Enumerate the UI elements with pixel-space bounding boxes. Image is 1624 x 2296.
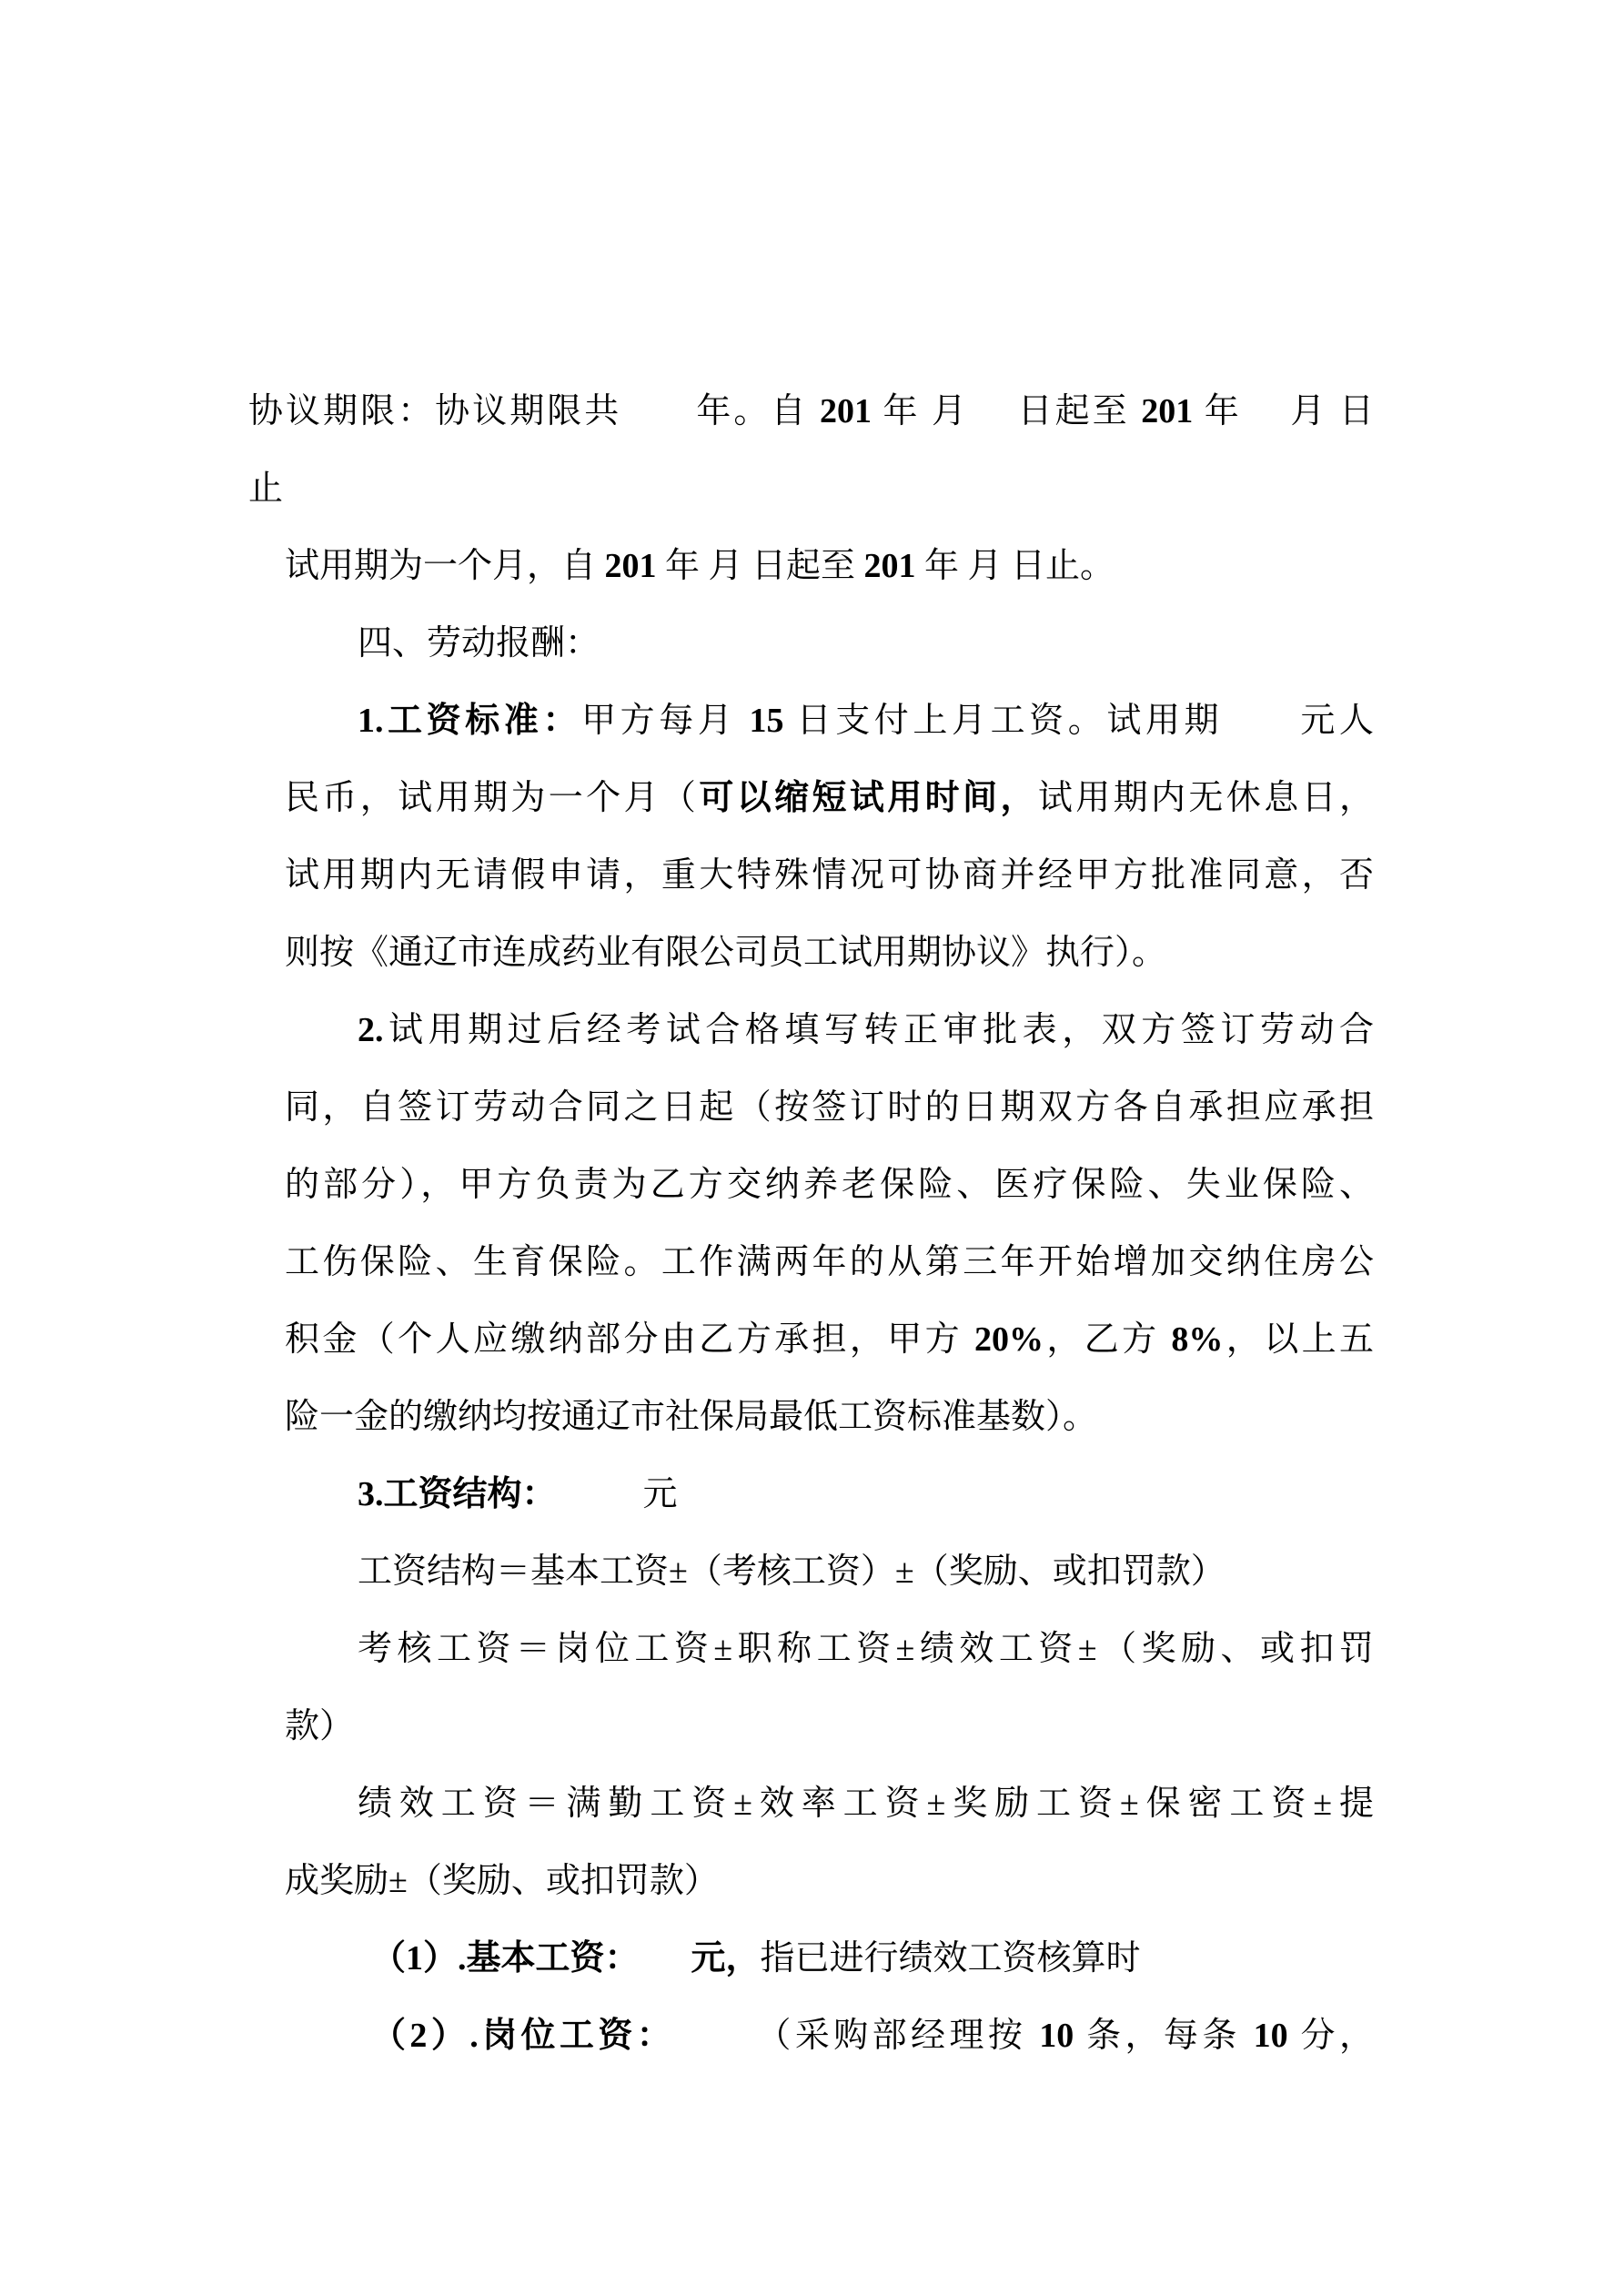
text-segment: （1）.基本工资： (371, 1939, 622, 1977)
text-segment: 月 日 (1278, 392, 1374, 430)
text-segment: 2. (358, 1011, 384, 1049)
text-line (285, 760, 1374, 837)
text-segment: 止 (248, 470, 284, 508)
text-segment: 年 (1193, 392, 1242, 430)
text-line (285, 1147, 1374, 1224)
text-segment: 的部分），甲方负责为乙方交纳养老保险、医疗保险、失业保险、 (285, 1166, 1374, 1204)
text-line (371, 1998, 1374, 2075)
text-segment: 10 (1253, 2017, 1288, 2055)
text-segment: （2）.岗位工资： (371, 2017, 659, 2055)
text-line (285, 1688, 1374, 1765)
text-segment: 年 月 日起至 (656, 547, 864, 585)
text-segment (1242, 392, 1279, 430)
text-line (285, 915, 1374, 992)
text-segment: 元人 (1300, 702, 1374, 740)
text-line (285, 837, 1374, 915)
text-segment (622, 1939, 691, 1977)
text-segment: 绩效工资＝满勤工资±效率工资±奖励工资±保密工资±提 (358, 1785, 1374, 1823)
text-segment: 10 (1039, 2017, 1074, 2055)
text-segment: 分， (1287, 2017, 1374, 2055)
text-line (248, 373, 1374, 450)
text-segment: 年 月 (871, 392, 970, 430)
text-segment: 甲方每月 (581, 702, 750, 740)
text-segment (1223, 702, 1300, 740)
text-segment: 年 月 日止。 (915, 547, 1115, 585)
text-segment (969, 392, 1006, 430)
text-line (285, 1301, 1374, 1379)
text-segment: 年。自 (696, 392, 820, 430)
text-segment: 条，每条 (1074, 2017, 1254, 2055)
text-segment: 同，自签订劳动合同之日起（按签订时的日期双方各自承担应承担 (285, 1088, 1374, 1127)
text-segment: 积金（个人应缴纳部分由乙方承担，甲方 (285, 1320, 974, 1359)
text-segment: 元， (691, 1939, 761, 1977)
text-line (285, 1069, 1374, 1147)
text-segment: 协议期限：协议期限共 (248, 392, 622, 430)
text-line (358, 1611, 1374, 1688)
text-segment: 四、劳动报酬： (358, 624, 600, 663)
text-segment: 201 (1141, 392, 1194, 430)
text-line (358, 605, 1374, 683)
text-segment: 8% (1171, 1320, 1224, 1359)
text-line (371, 1920, 1374, 1998)
text-segment (540, 1475, 643, 1513)
text-segment: 民币，试用期为一个月（ (285, 779, 700, 817)
text-segment (658, 2017, 773, 2055)
text-segment: 则按《通辽市连成药业有限公司员工试用期协议》执行）。 (285, 934, 1167, 972)
text-segment: 指已进行绩效工资核算时 (760, 1939, 1141, 1977)
text-segment: 3.工资结构： (358, 1475, 540, 1513)
text-segment: 201 (863, 547, 916, 585)
text-line (358, 1765, 1374, 1843)
text-segment: 试用期内无休息日， (1037, 779, 1374, 817)
text-line (285, 528, 1374, 605)
document-text-block (248, 373, 1374, 2075)
text-segment: 试用期为一个月，自 (285, 547, 605, 585)
text-segment: 成奖励±（奖励、或扣罚款） (285, 1862, 719, 1900)
text-line (285, 1224, 1374, 1301)
text-line (285, 1843, 1374, 1920)
text-segment: 日支付上月工资。试用期 (783, 702, 1224, 740)
text-segment: 1.工资标准： (358, 702, 582, 740)
text-segment: 元 (642, 1475, 678, 1513)
text-line (285, 1379, 1374, 1456)
text-segment: ，以上五 (1223, 1320, 1374, 1359)
text-segment: 工资结构＝基本工资±（考核工资）±（奖励、或扣罚款） (358, 1553, 1226, 1591)
text-segment: 20% (973, 1320, 1044, 1359)
text-segment: 可以缩短试用时间， (699, 779, 1038, 817)
text-segment: 15 (749, 702, 784, 740)
text-segment: 日起至 (1006, 392, 1142, 430)
text-line (358, 1533, 1374, 1611)
text-segment: 试用期过后经考试合格填写转正审批表，双方签订劳动合 (383, 1011, 1374, 1049)
text-segment: 险一金的缴纳均按通辽市社保局最低工资标准基数）。 (285, 1398, 1098, 1436)
text-segment: （采购部经理按 (773, 2017, 1040, 2055)
text-segment: 工伤保险、生育保险。工作满两年的从第三年开始增加交纳住房公 (285, 1243, 1374, 1281)
text-line (358, 1456, 1374, 1533)
text-segment: 试用期内无请假申请，重大特殊情况可协商并经甲方批准同意，否 (285, 856, 1374, 895)
text-segment: 201 (819, 392, 872, 430)
text-line (358, 683, 1374, 760)
text-line (358, 992, 1374, 1069)
text-segment: 款） (285, 1707, 355, 1745)
text-segment: ，乙方 (1043, 1320, 1172, 1359)
text-segment: 考核工资＝岗位工资±职称工资±绩效工资±（奖励、或扣罚 (358, 1630, 1374, 1668)
text-line (248, 450, 1374, 528)
text-segment (621, 392, 696, 430)
text-segment: 201 (604, 547, 657, 585)
